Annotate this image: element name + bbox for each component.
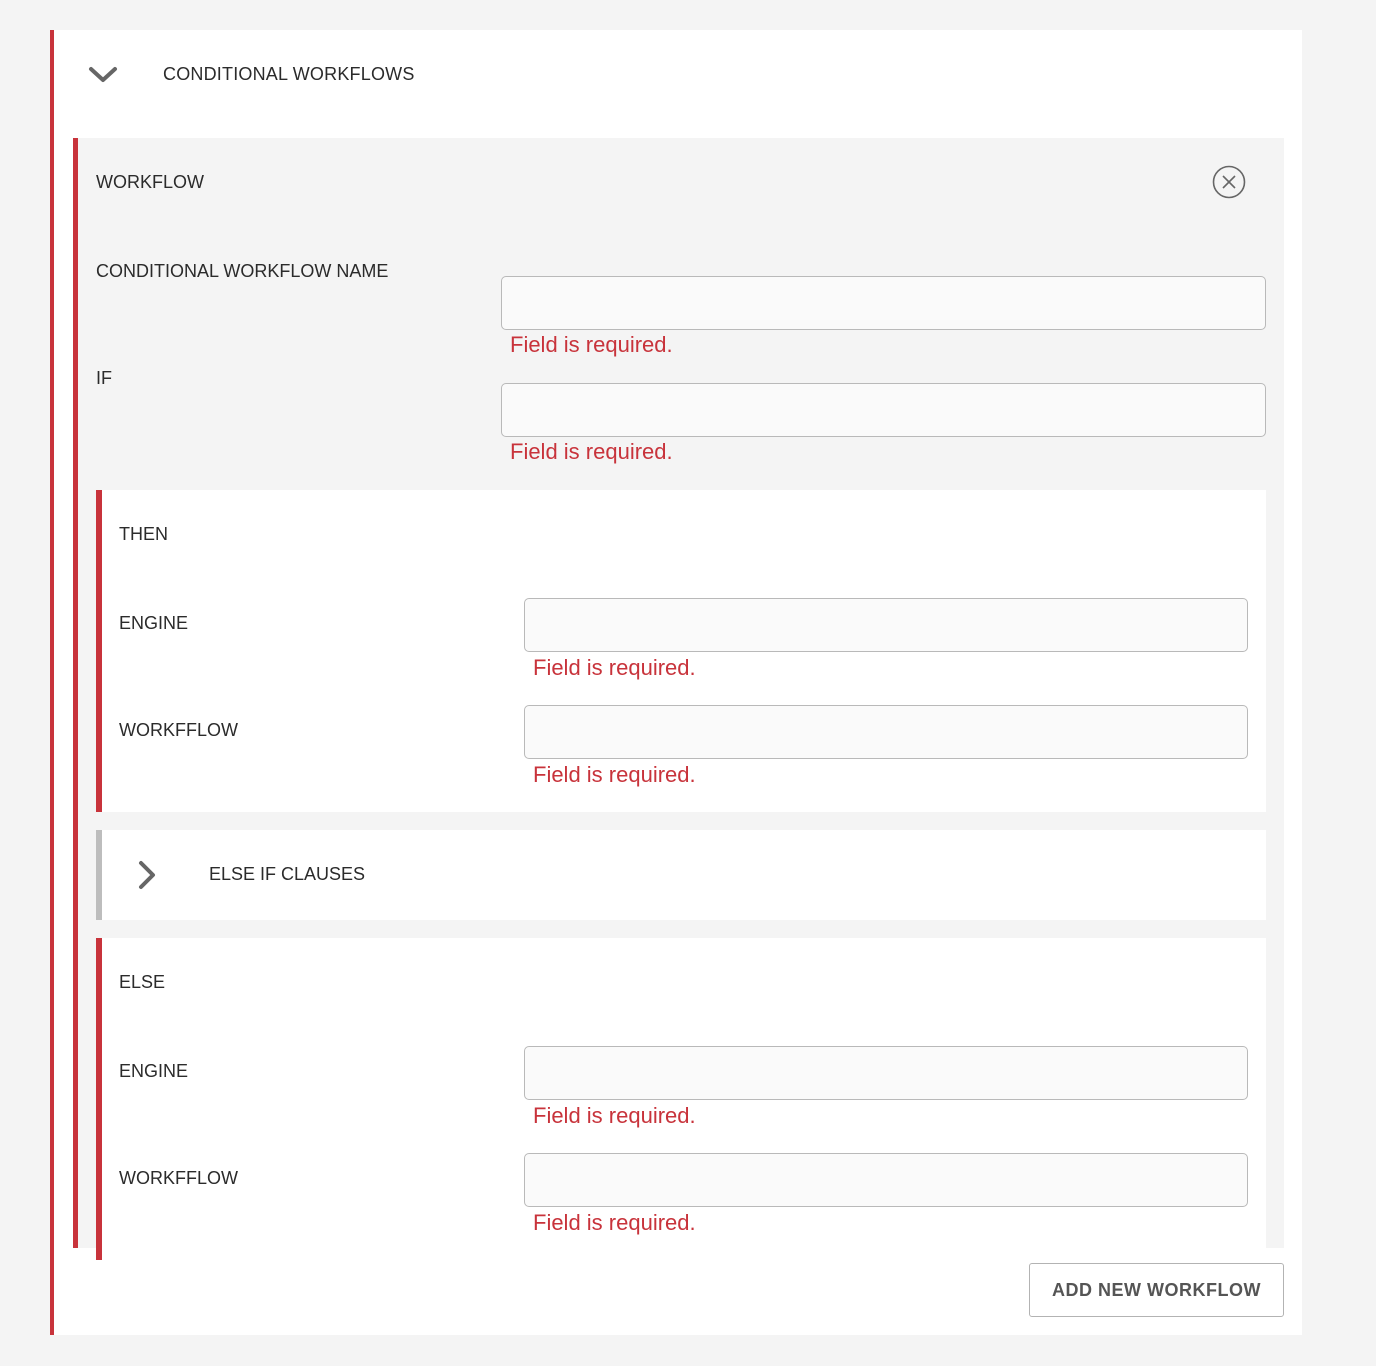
else-title: ELSE [119,972,166,992]
workflow-card [73,138,1284,1248]
chevron-down-icon[interactable] [88,64,118,86]
then-engine-label: ENGINE [119,613,189,633]
then-workflow-input[interactable] [524,705,1248,759]
close-circle-icon[interactable] [1212,165,1246,199]
section-title: CONDITIONAL WORKFLOWS [163,64,415,84]
then-workflow-label: WORKFFLOW [119,720,238,740]
then-engine-input[interactable] [524,598,1248,652]
if-input[interactable] [501,383,1266,437]
then-title: THEN [119,524,168,544]
else-card [96,938,1266,1260]
else-engine-label: ENGINE [119,1061,189,1081]
then-workflow-error: Field is required. [533,762,696,787]
else-if-clauses-card[interactable] [96,830,1266,920]
if-error: Field is required. [510,439,673,464]
if-label: IF [96,368,112,388]
add-new-workflow-button[interactable]: ADD NEW WORKFLOW [1029,1263,1284,1317]
else-if-title: ELSE IF CLAUSES [209,864,366,884]
else-workflow-error: Field is required. [533,1210,696,1235]
else-engine-error: Field is required. [533,1103,696,1128]
else-engine-input[interactable] [524,1046,1248,1100]
workflow-name-error: Field is required. [510,332,673,357]
workflow-name-label: CONDITIONAL WORKFLOW NAME [96,261,389,281]
chevron-right-icon[interactable] [136,860,158,890]
then-card [96,490,1266,812]
else-workflow-label: WORKFFLOW [119,1168,238,1188]
then-engine-error: Field is required. [533,655,696,680]
section-header[interactable] [54,30,1302,120]
workflow-title: WORKFLOW [96,172,204,192]
workflow-name-input[interactable] [501,276,1266,330]
else-workflow-input[interactable] [524,1153,1248,1207]
conditional-workflows-section [50,30,1302,1335]
